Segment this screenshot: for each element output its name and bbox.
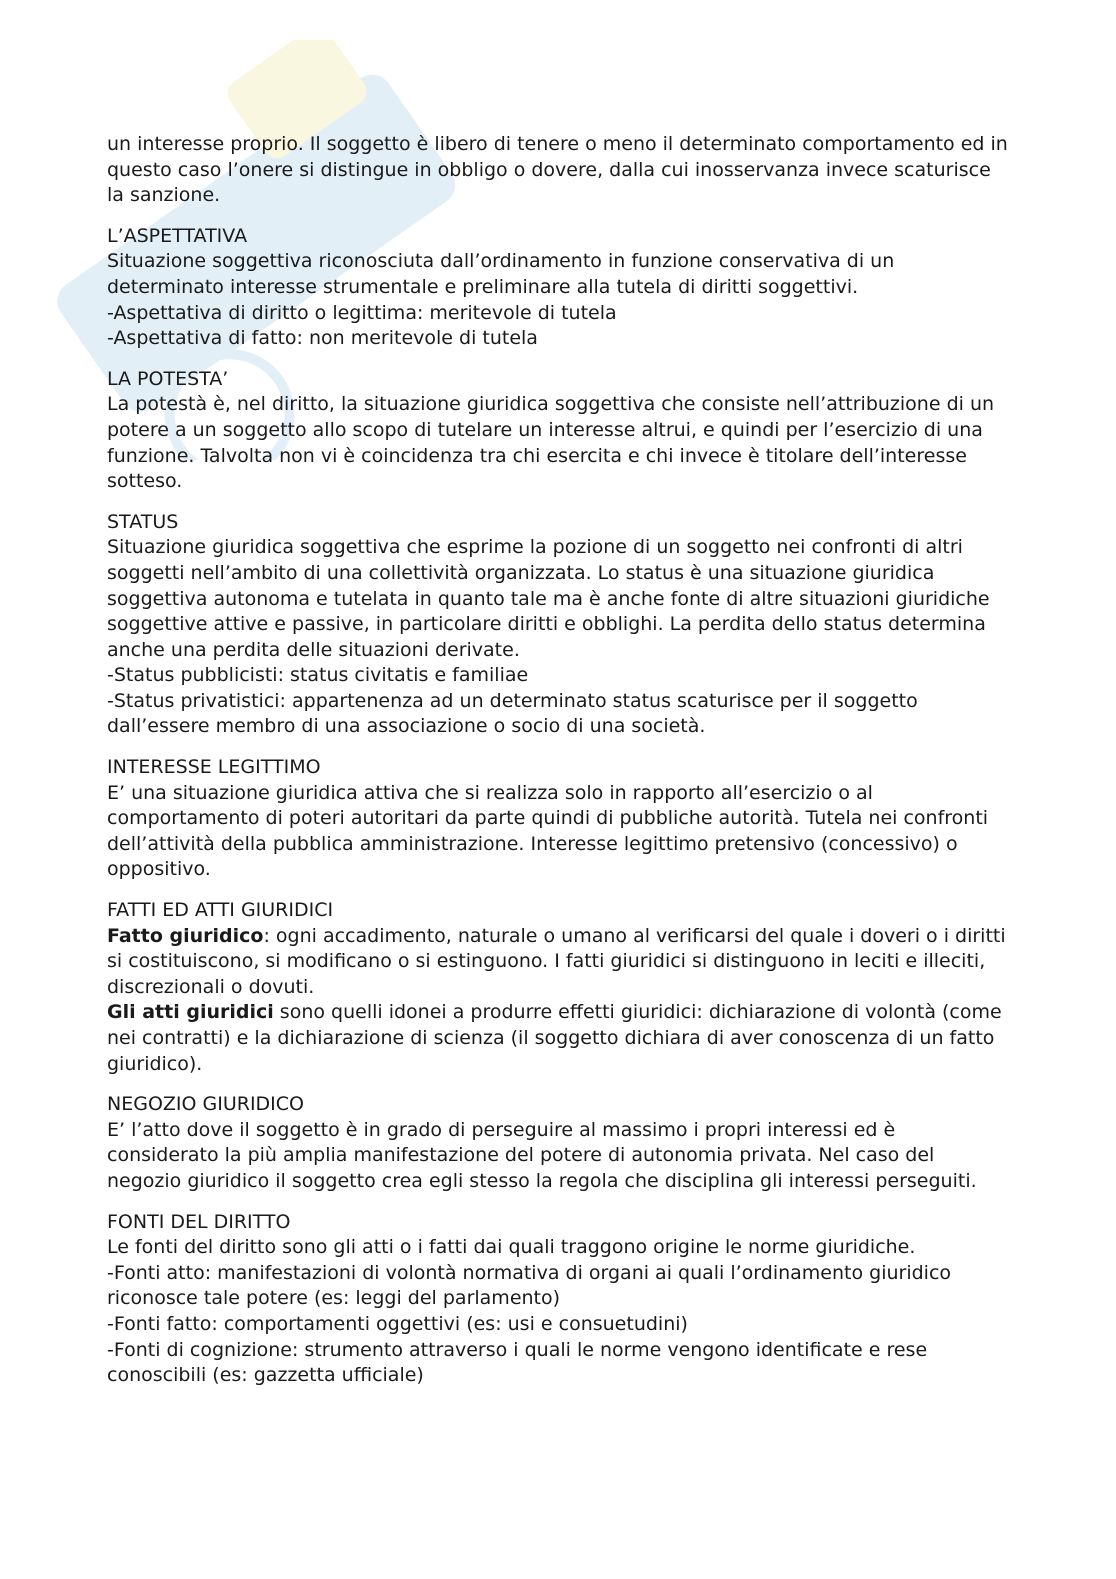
list-item: -Fonti atto: manifestazioni di volontà normativa di organi ai quali l’ordinamento giuridico riconosce tale potere (es: leggi del parlamento)	[107, 1261, 952, 1310]
atti-text: sono quelli idonei a produrre effetti giuridici: dichiarazione di volontà (come nei contratti) e la dichiarazione di scienza (il soggetto dichiara di aver conoscenza di un fatto giuridico).	[107, 1001, 1002, 1075]
section-status	[107, 510, 1012, 740]
section-fatti-atti	[107, 898, 1012, 1077]
atti-paragraph	[107, 1000, 1012, 1077]
section-heading: FATTI ED ATTI GIURIDICI	[107, 899, 334, 922]
list-item: -Status privatistici: appartenenza ad un determinato status scaturisce per il soggetto dall’essere membro di una associazione o socio di una società.	[107, 689, 918, 738]
intro-section	[107, 132, 1012, 209]
section-body: Situazione giuridica soggettiva che esprime la pozione di un soggetto nei confronti di altri soggetti nell’ambito di una collettività organizzata. Lo status è una situazione giuridica soggettiva autonoma e tutelata in quanto tale ma è anche fonte di altre situazioni giuridiche soggettive attive e passive, in particolare diritti e obblighi. La perdita dello status determina anche una perdita delle situazioni derivate.	[107, 536, 990, 661]
section-heading: FONTI DEL DIRITTO	[107, 1210, 291, 1233]
section-potesta	[107, 367, 1012, 495]
atti-term: Gli atti giuridici	[107, 1001, 274, 1024]
section-body: Le fonti del diritto sono gli atti o i fatti dai quali traggono origine le norme giuridiche.	[107, 1236, 916, 1259]
list-item: -Fonti fatto: comportamenti oggettivi (es: usi e consuetudini)	[107, 1312, 688, 1335]
section-body: E’ l’atto dove il soggetto è in grado di perseguire al massimo i propri interessi ed è considerato la più amplia manifestazione del potere di autonomia privata. Nel caso del negozio giuridico il soggetto crea egli stesso la regola che disciplina gli interessi perseguiti.	[107, 1118, 977, 1192]
section-heading: INTERESSE LEGITTIMO	[107, 756, 321, 779]
section-body: La potestà è, nel diritto, la situazione giuridica soggettiva che consiste nell’attribuzione di un potere a un soggetto allo scopo di tutelare un interesse altrui, e quindi per l’esercizio di una funzione. Talvolta non vi è coincidenza tra chi esercita e chi invece è titolare dell’interesse sotteso.	[107, 393, 995, 493]
list-item: -Aspettativa di diritto o legittima: meritevole di tutela	[107, 301, 617, 324]
section-fonti	[107, 1210, 1012, 1389]
section-negozio	[107, 1092, 1012, 1194]
section-body: Situazione soggettiva riconosciuta dall’ordinamento in funzione conservativa di un determinato interesse strumentale e preliminare alla tutela di diritti soggettivi.	[107, 250, 895, 298]
section-heading: STATUS	[107, 510, 179, 533]
section-heading: NEGOZIO GIURIDICO	[107, 1093, 305, 1116]
list-item: -Status pubblicisti: status civitatis e familiae	[107, 664, 529, 687]
section-body: E’ una situazione giuridica attiva che si realizza solo in rapporto all’esercizio o al comportamento di poteri autoritari da parte quindi di pubbliche autorità. Tutela nei confronti dell’attività della pubblica amministrazione. Interesse legittimo pretensivo (concessivo) o oppositivo.	[107, 781, 989, 881]
section-interesse-legittimo	[107, 755, 1012, 883]
fatto-term: Fatto giuridico	[107, 924, 264, 947]
section-heading: L’ASPETTATIVA	[107, 224, 248, 247]
section-aspettativa	[107, 224, 1012, 352]
section-heading: LA POTESTA’	[107, 367, 229, 390]
document-page	[107, 132, 1012, 1404]
list-item: -Fonti di cognizione: strumento attraverso i quali le norme vengono identificate e rese conoscibili (es: gazzetta ufficiale)	[107, 1338, 928, 1387]
fatto-paragraph	[107, 924, 1012, 1001]
intro-paragraph: un interesse proprio. Il soggetto è libero di tenere o meno il determinato comportamento ed in questo caso l’onere si distingue in obbligo o dovere, dalla cui inosservanza invece scaturisce la sanzione.	[107, 133, 1008, 207]
fatto-text: : ogni accadimento, naturale o umano al verificarsi del quale i doveri o i diritti si costituiscono, si modificano o si estinguono. I fatti giuridici si distinguono in leciti e illeciti, discrezionali o dovuti.	[107, 924, 1006, 998]
list-item: -Aspettativa di fatto: non meritevole di tutela	[107, 327, 538, 350]
